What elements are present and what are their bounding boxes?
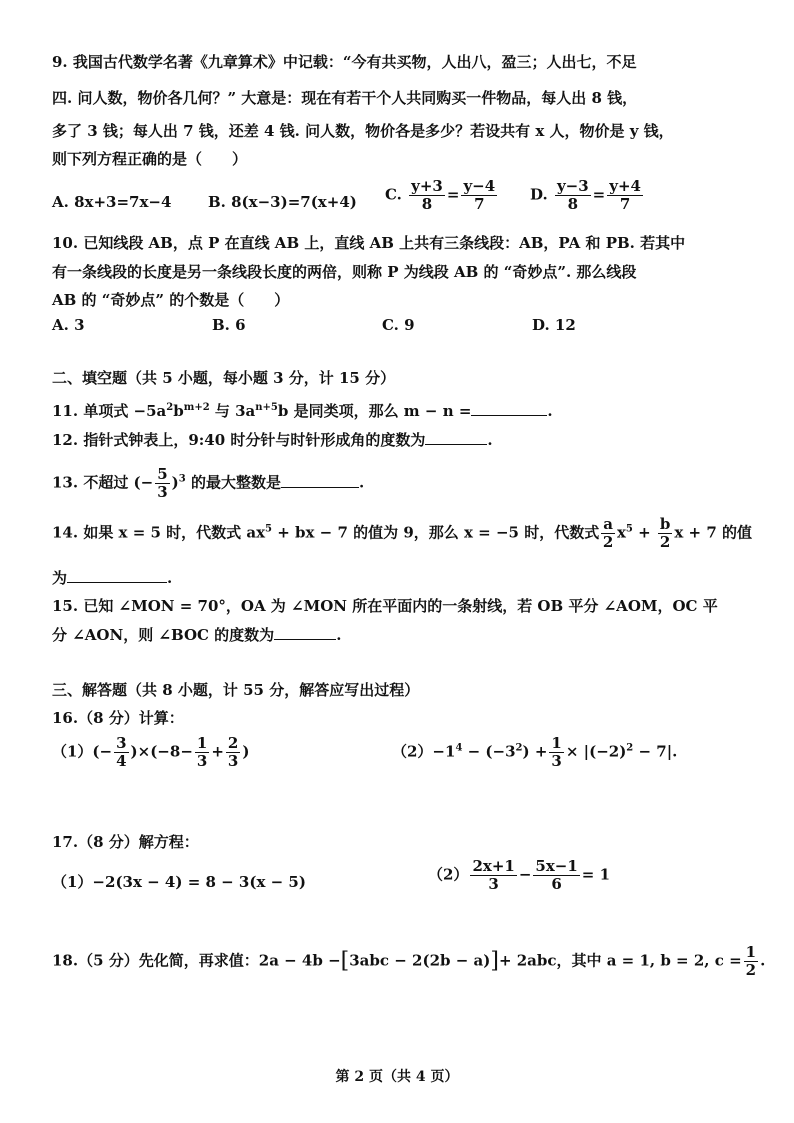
q16-part2: $(2)-1^4 - (-3^2)$ + $\frac{1}{3}$ × $|(-2)^2 - 7|$.	[392, 734, 678, 770]
section3-title: 三、解答题（共 8 小题，计 55 分，解答应写出过程）	[52, 681, 420, 699]
q12: 12. 指针式钟表上，9:40 时分针与时针形成角的度数为 .	[52, 431, 493, 449]
q9-line1: 9. 我国古代数学名著《九章算术》中记载：“今有共买物，人出八，盈三；人出七，不足	[52, 53, 637, 71]
q17-title: 17.（8 分）解方程：	[52, 833, 199, 851]
q9-line2: 四. 问人数，物价各几何？” 大意是：现在有若干个人共同购买一件物品，每人出 8 钱，	[52, 89, 638, 107]
q14-answer-blank[interactable]	[67, 568, 167, 583]
section2-title: 二、填空题（共 5 小题，每小题 3 分，计 15 分）	[52, 369, 396, 387]
q10-option-b: B. 6	[212, 316, 246, 334]
q15-answer-blank[interactable]	[274, 625, 336, 640]
q13: 13. 不超过 (− $\frac{5}{3}$ )$^3$ 的最大整数是 .	[52, 465, 365, 501]
q12-answer-blank[interactable]	[425, 430, 487, 445]
q10-line1: 10. 已知线段 AB，点 P 在直线 AB 上，直线 AB 上共有三条线段：AB，PA 和 PB. 若其中	[52, 234, 686, 252]
q10-option-c: C. 9	[382, 316, 415, 334]
q14-line2: 为 .	[52, 569, 173, 587]
q11-answer-blank[interactable]	[471, 401, 547, 416]
q16-title: 16.（8 分）计算：	[52, 709, 184, 727]
q11: 11. 单项式 $-5a^2b^{m+2}$ 与 $3a^{n+5}b$ 是同类项，那么 m − n = .	[52, 402, 553, 420]
q9-option-b: B. 8(x−3)=7(x+4)	[208, 193, 357, 211]
q10-line2: 有一条线段的长度是另一条线段长度的两倍，则称 P 为线段 AB 的 “奇妙点”. 那么线段	[52, 263, 637, 281]
q14-line1: 14. 如果 x = 5 时，代数式 $ax^5$ + bx − 7 的值为 9，那么 x = −5 时，代数式 $\frac{a}{2}$ $x^5$ + $\frac{b}{2}$ x + 7 的值	[52, 515, 752, 551]
q9-option-c: C. $\frac{y+3}{8}$ = $\frac{y-4}{7}$	[385, 177, 496, 213]
q17-part2: （2） $\frac{2x+1}{3}$ − $\frac{5x-1}{6}$ = 1	[428, 857, 611, 893]
q9-option-d: D. $\frac{y-3}{8}$ = $\frac{y+4}{7}$	[530, 177, 641, 213]
q10-line3: AB 的 “奇妙点” 的个数是（ ）	[52, 291, 290, 309]
q16-part1: （1）(− $\frac{3}{4}$ )×(−8− $\frac{1}{3}$ + $\frac{2}{3}$ )	[52, 734, 250, 770]
q9-line4: 则下列方程正确的是（ ）	[52, 150, 248, 168]
q15-line1: 15. 已知 ∠MON = 70°，OA 为 ∠MON 所在平面内的一条射线，若 OB 平分 ∠AOM，OC 平	[52, 597, 718, 615]
q17-part1: （1）−2(3x − 4) = 8 − 3(x − 5)	[52, 873, 306, 891]
q9-line3: 多了 3 钱；每人出 7 钱，还差 4 钱. 问人数，物价各是多少？若设共有 x 人，物价是 y 钱，	[52, 122, 674, 140]
page-footer: 第 2 页（共 4 页）	[335, 1069, 459, 1085]
q10-option-d: D. 12	[532, 316, 576, 334]
q15-line2: 分 ∠AON，则 ∠BOC 的度数为 .	[52, 626, 342, 644]
q18: 18.（5 分）先化简，再求值：2a − 4b −[3abc − 2(2b − a)]+ 2abc，其中 a = 1, b = 2, c = $\frac{1}{2}$ .	[52, 943, 766, 979]
q13-answer-blank[interactable]	[281, 473, 359, 488]
q10-option-a: A. 3	[52, 316, 85, 334]
q9-option-a: A. 8x+3=7x−4	[52, 193, 172, 211]
